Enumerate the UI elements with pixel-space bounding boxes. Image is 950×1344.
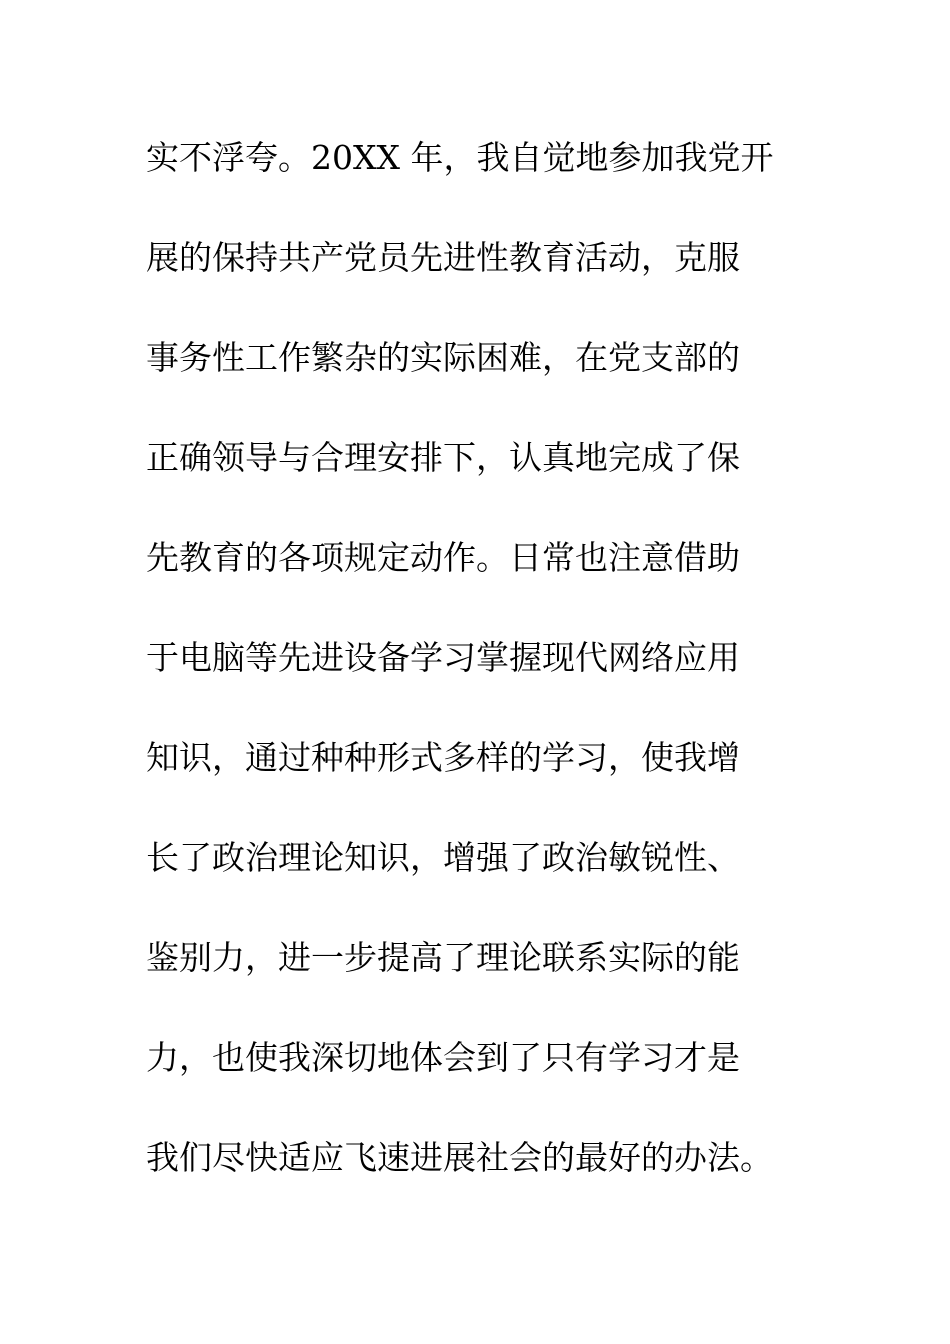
text-line: 于电脑等先进设备学习掌握现代网络应用 xyxy=(146,638,740,677)
text-line: 展的保持共产党员先进性教育活动，克服 xyxy=(146,238,740,277)
text-line: 事务性工作繁杂的实际困难，在党支部的 xyxy=(146,338,740,377)
text-line: 实不浮夸。20XX 年，我自觉地参加我党开 xyxy=(146,138,774,177)
text-line: 正确领导与合理安排下，认真地完成了保 xyxy=(146,438,740,477)
text-line: 力，也使我深切地体会到了只有学习才是 xyxy=(146,1038,740,1077)
text-line: 我们尽快适应飞速进展社会的最好的办法。 xyxy=(146,1138,773,1177)
text-line: 先教育的各项规定动作。日常也注意借助 xyxy=(146,538,740,577)
text-line: 长了政治理论知识，增强了政治敏锐性、 xyxy=(146,838,740,877)
text-line: 鉴别力，进一步提高了理论联系实际的能 xyxy=(146,938,740,977)
body-paragraph xyxy=(146,128,846,1228)
text-line: 知识，通过种种形式多样的学习，使我增 xyxy=(146,738,740,777)
